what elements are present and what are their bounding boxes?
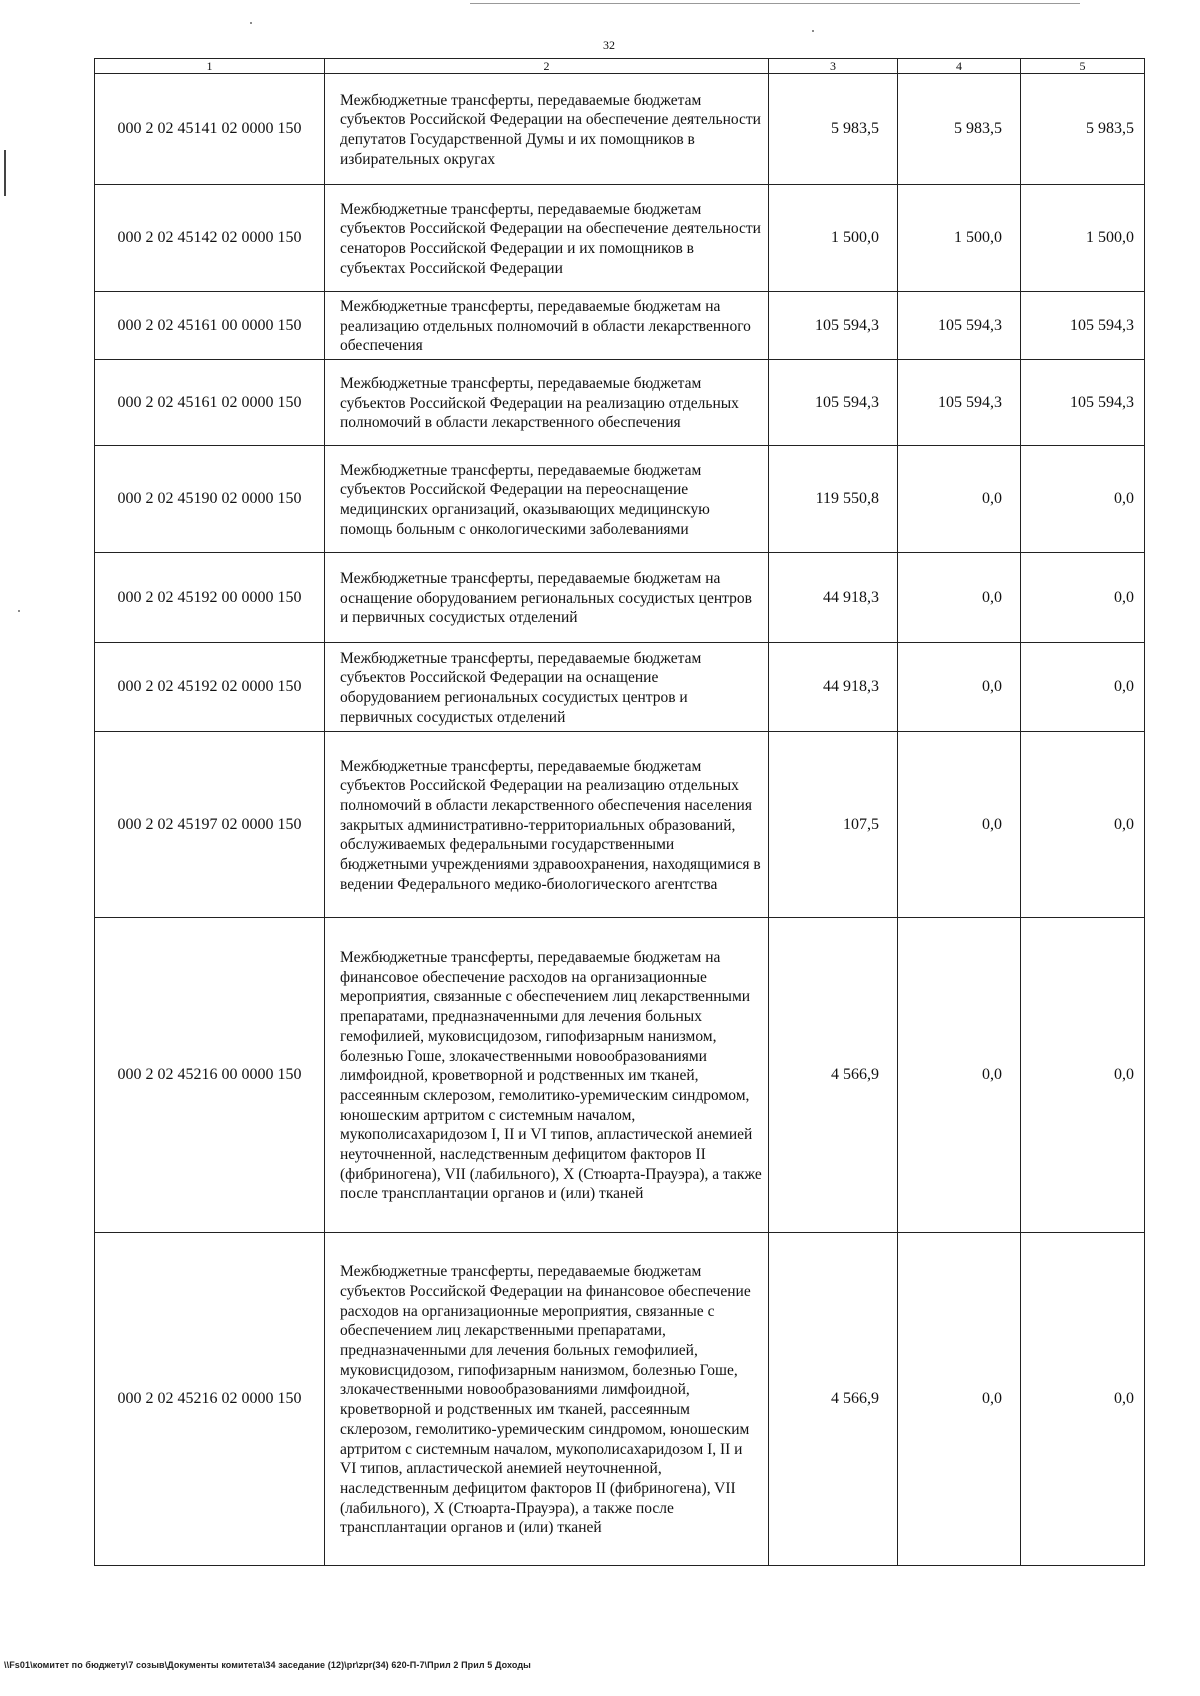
table-row <box>95 185 1145 292</box>
table-row <box>95 918 1145 1233</box>
budget-code: 000 2 02 45197 02 0000 150 <box>95 732 325 918</box>
budget-code: 000 2 02 45161 02 0000 150 <box>95 360 325 446</box>
scan-speck <box>250 22 252 24</box>
table-row <box>95 643 1145 732</box>
row-description: Межбюджетные трансферты, передаваемые бюджетам субъектов Российской Федерации на обеспечение деятельности депутатов Государственной Думы и их помощников в избирательных округах <box>325 74 769 185</box>
value-col5: 105 594,3 <box>1021 292 1145 360</box>
scan-speck <box>812 30 814 32</box>
value-col3: 4 566,9 <box>769 1233 898 1566</box>
value-col3: 44 918,3 <box>769 643 898 732</box>
budget-code: 000 2 02 45216 00 0000 150 <box>95 918 325 1233</box>
table-row <box>95 446 1145 553</box>
value-col5: 1 500,0 <box>1021 185 1145 292</box>
value-col4: 5 983,5 <box>898 74 1021 185</box>
value-col4: 0,0 <box>898 446 1021 553</box>
value-col3: 105 594,3 <box>769 360 898 446</box>
file-path-footer: \\Fs01\комитет по бюджету\7 созыв\Документы комитета\34 заседание (12)\pr\zpr(34) 620-П-7\Прил 2 Прил 5 Доходы <box>4 1660 531 1670</box>
budget-code: 000 2 02 45192 02 0000 150 <box>95 643 325 732</box>
column-header-5: 5 <box>1021 59 1145 74</box>
value-col5: 5 983,5 <box>1021 74 1145 185</box>
column-number-row <box>95 59 1145 74</box>
scan-artifact-top-line <box>470 3 1080 4</box>
column-header-1: 1 <box>95 59 325 74</box>
value-col3: 5 983,5 <box>769 74 898 185</box>
value-col4: 1 500,0 <box>898 185 1021 292</box>
value-col4: 0,0 <box>898 918 1021 1233</box>
value-col5: 0,0 <box>1021 1233 1145 1566</box>
row-description: Межбюджетные трансферты, передаваемые бюджетам на реализацию отдельных полномочий в области лекарственного обеспечения <box>325 292 769 360</box>
value-col4: 0,0 <box>898 732 1021 918</box>
value-col4: 0,0 <box>898 643 1021 732</box>
row-description: Межбюджетные трансферты, передаваемые бюджетам субъектов Российской Федерации на переоснащение медицинских организаций, оказывающих медицинскую помощь больным с онкологическими заболеваниями <box>325 446 769 553</box>
row-description: Межбюджетные трансферты, передаваемые бюджетам субъектов Российской Федерации на оснащение оборудованием региональных сосудистых центров и первичных сосудистых отделений <box>325 643 769 732</box>
budget-code: 000 2 02 45192 00 0000 150 <box>95 553 325 643</box>
value-col5: 0,0 <box>1021 643 1145 732</box>
row-description: Межбюджетные трансферты, передаваемые бюджетам субъектов Российской Федерации на обеспечение деятельности сенаторов Российской Федерации и их помощников в субъектах Российской Федерации <box>325 185 769 292</box>
table-row <box>95 732 1145 918</box>
value-col5: 0,0 <box>1021 553 1145 643</box>
row-description: Межбюджетные трансферты, передаваемые бюджетам на финансовое обеспечение расходов на организационные мероприятия, связанные с обеспечением лиц лекарственными препаратами, предназначенными для лечения больных гемофилией, муковисцидозом, гипофизарным нанизмом, болезнью Гоше, злокачественными новообразованиями лимфоидной, кроветворной и родственных им тканей, рассеянным склерозом, гемолитико-уремическим синдромом, юношеским артритом с системным началом, мукополисахаридозом I, II и VI типов, апластической анемией неуточненной, наследственным дефицитом факторов II (фибриногена), VII (лабильного), X (Стюарта-Прауэра), а также после трансплантации органов и (или) тканей <box>325 918 769 1233</box>
value-col4: 0,0 <box>898 1233 1021 1566</box>
row-description: Межбюджетные трансферты, передаваемые бюджетам на оснащение оборудованием региональных сосудистых центров и первичных сосудистых отделений <box>325 553 769 643</box>
column-header-3: 3 <box>769 59 898 74</box>
table-row <box>95 74 1145 185</box>
row-description: Межбюджетные трансферты, передаваемые бюджетам субъектов Российской Федерации на реализацию отдельных полномочий в области лекарственного обеспечения <box>325 360 769 446</box>
column-header-2: 2 <box>325 59 769 74</box>
column-header-4: 4 <box>898 59 1021 74</box>
value-col4: 105 594,3 <box>898 360 1021 446</box>
table-row <box>95 1233 1145 1566</box>
page-number: 32 <box>603 38 615 52</box>
row-description: Межбюджетные трансферты, передаваемые бюджетам субъектов Российской Федерации на финансовое обеспечение расходов на организационные мероприятия, связанные с обеспечением лиц лекарственными препаратами, предназначенными для лечения больных гемофилией, муковисцидозом, гипофизарным нанизмом, болезнью Гоше, злокачественными новообразованиями лимфоидной, кроветворной и родственных им тканей, рассеянным склерозом, гемолитико-уремическим синдромом, юношеским артритом с системным началом, мукополисахаридозом I, II и VI типов, апластической анемией неуточненной, наследственным дефицитом факторов II (фибриногена), VII (лабильного), X (Стюарта-Прауэра), а также после трансплантации органов и (или) тканей <box>325 1233 769 1566</box>
value-col5: 105 594,3 <box>1021 360 1145 446</box>
value-col3: 119 550,8 <box>769 446 898 553</box>
revenue-table <box>94 58 1145 1566</box>
table-row <box>95 360 1145 446</box>
value-col5: 0,0 <box>1021 446 1145 553</box>
row-description: Межбюджетные трансферты, передаваемые бюджетам субъектов Российской Федерации на реализацию отдельных полномочий в области лекарственного обеспечения населения закрытых административно-территориальных образований, обслуживаемых федеральными государственными бюджетными учреждениями здравоохранения, находящимися в ведении Федерального медико-биологического агентства <box>325 732 769 918</box>
value-col4: 0,0 <box>898 553 1021 643</box>
value-col3: 4 566,9 <box>769 918 898 1233</box>
table-row <box>95 292 1145 360</box>
value-col4: 105 594,3 <box>898 292 1021 360</box>
budget-code: 000 2 02 45141 02 0000 150 <box>95 74 325 185</box>
budget-code: 000 2 02 45216 02 0000 150 <box>95 1233 325 1566</box>
value-col3: 1 500,0 <box>769 185 898 292</box>
value-col3: 107,5 <box>769 732 898 918</box>
page-number-wrap <box>0 38 1200 53</box>
value-col3: 44 918,3 <box>769 553 898 643</box>
scan-artifact-left-mark <box>4 150 6 196</box>
table-row <box>95 553 1145 643</box>
value-col5: 0,0 <box>1021 732 1145 918</box>
value-col3: 105 594,3 <box>769 292 898 360</box>
budget-code: 000 2 02 45190 02 0000 150 <box>95 446 325 553</box>
value-col5: 0,0 <box>1021 918 1145 1233</box>
scan-speck <box>18 610 20 612</box>
budget-code: 000 2 02 45142 02 0000 150 <box>95 185 325 292</box>
budget-code: 000 2 02 45161 00 0000 150 <box>95 292 325 360</box>
